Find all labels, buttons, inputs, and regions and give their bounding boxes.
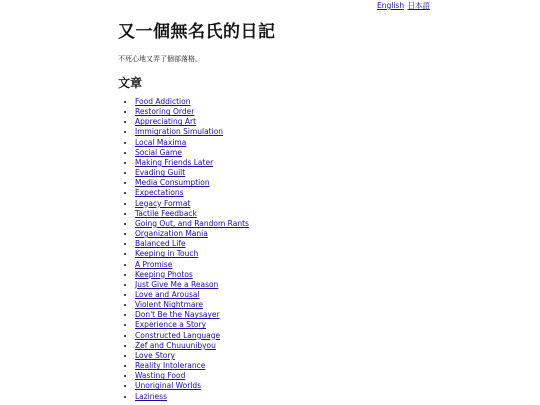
article-link[interactable]: Balanced Life bbox=[135, 239, 186, 249]
article-link[interactable]: A Promise bbox=[135, 259, 173, 269]
list-item bbox=[135, 300, 448, 310]
list-item bbox=[135, 127, 448, 137]
article-list bbox=[118, 97, 448, 402]
list-item bbox=[135, 381, 448, 391]
article-link[interactable]: Food Addiction bbox=[135, 97, 191, 106]
article-link[interactable]: Just Give Me a Reason bbox=[135, 279, 219, 289]
language-switcher bbox=[377, 1, 430, 10]
article-link[interactable]: Legacy Format bbox=[135, 198, 191, 208]
list-item bbox=[135, 341, 448, 351]
article-link[interactable]: Media Consumption bbox=[135, 178, 210, 188]
main-content bbox=[118, 20, 448, 402]
article-link[interactable]: Keeping in Touch bbox=[135, 249, 199, 259]
list-item bbox=[135, 371, 448, 381]
article-link[interactable]: Wasting Food bbox=[135, 371, 186, 381]
list-item bbox=[135, 209, 448, 219]
article-link[interactable]: Organization Mania bbox=[135, 229, 208, 239]
article-link[interactable]: Expectations bbox=[135, 188, 184, 198]
articles-heading: 文章 bbox=[118, 76, 143, 90]
article-link[interactable]: Local Maxima bbox=[135, 137, 187, 147]
list-item bbox=[135, 280, 448, 290]
article-link[interactable]: Don't Be the Naysayer bbox=[135, 310, 220, 320]
article-link[interactable]: Keeping Photos bbox=[135, 269, 193, 279]
article-link[interactable]: Unoriginal Worlds bbox=[135, 381, 202, 391]
list-item bbox=[135, 351, 448, 361]
list-item bbox=[135, 392, 448, 402]
list-item bbox=[135, 331, 448, 341]
list-item bbox=[135, 229, 448, 239]
list-item bbox=[135, 219, 448, 229]
list-item bbox=[135, 260, 448, 270]
list-item bbox=[135, 97, 448, 107]
list-item bbox=[135, 138, 448, 148]
article-link[interactable]: Going Out, and Random Rants bbox=[135, 218, 249, 228]
list-item bbox=[135, 188, 448, 198]
list-item bbox=[135, 320, 448, 330]
article-link[interactable]: Tactile Feedback bbox=[135, 208, 197, 218]
list-item bbox=[135, 239, 448, 249]
article-link[interactable]: Love and Arousal bbox=[135, 289, 200, 299]
list-item bbox=[135, 178, 448, 188]
article-link[interactable]: Evading Guilt bbox=[135, 168, 186, 178]
article-link[interactable]: Social Game bbox=[135, 147, 182, 157]
list-item bbox=[135, 290, 448, 300]
article-link[interactable]: Constructed Language bbox=[135, 330, 221, 340]
article-link[interactable]: Reality Intolerance bbox=[135, 361, 206, 371]
language-link-japanese[interactable]: 日本語 bbox=[407, 1, 430, 10]
article-link[interactable]: Restoring Order bbox=[135, 107, 195, 117]
article-link[interactable]: Love Story bbox=[135, 350, 175, 360]
list-item bbox=[135, 107, 448, 117]
list-item bbox=[135, 249, 448, 259]
list-item bbox=[135, 117, 448, 127]
site-title: 又一個無名氏的日記 bbox=[118, 22, 276, 42]
site-subtitle: 不死心地又弄了個部落格。 bbox=[118, 55, 202, 63]
list-item bbox=[135, 270, 448, 280]
article-link[interactable]: Immigration Simulation bbox=[135, 127, 224, 137]
list-item bbox=[135, 168, 448, 178]
article-link[interactable]: Laziness bbox=[135, 391, 167, 401]
article-link[interactable]: Violent Nightmare bbox=[135, 300, 203, 310]
list-item bbox=[135, 199, 448, 209]
article-link[interactable]: Experience a Story bbox=[135, 320, 207, 330]
list-item bbox=[135, 361, 448, 371]
article-link[interactable]: Zef and Chuuunibyou bbox=[135, 340, 216, 350]
article-link[interactable]: Making Friends Later bbox=[135, 157, 214, 167]
language-link-english[interactable]: English bbox=[377, 1, 405, 10]
article-link[interactable]: Appreciating Art bbox=[135, 117, 197, 127]
list-item bbox=[135, 158, 448, 168]
list-item bbox=[135, 148, 448, 158]
list-item bbox=[135, 310, 448, 320]
